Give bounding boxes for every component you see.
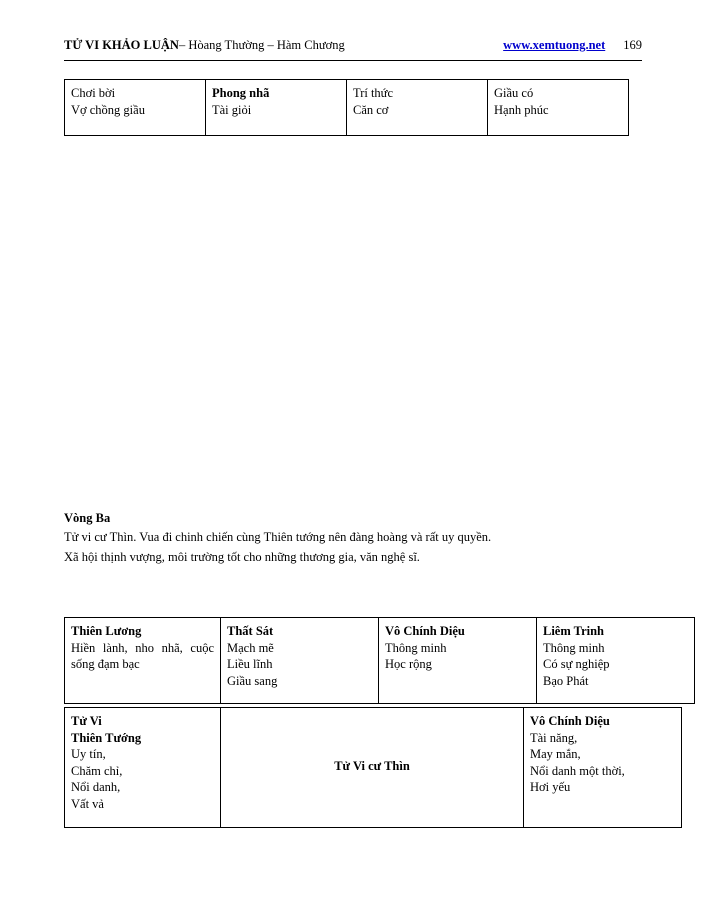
cell-center-label: Tử Vi cư Thìn: [221, 708, 524, 828]
cell-line: Bạo Phát: [543, 673, 589, 688]
table-row: [65, 708, 682, 828]
cell-line: Chơi bời: [71, 86, 116, 100]
cell-title: Liêm Trinh: [543, 624, 605, 638]
table-row: [65, 80, 629, 136]
cell-line: Tài giỏi: [212, 102, 252, 117]
header-subtitle: – Hòang Thường – Hàm Chương: [178, 38, 345, 52]
cell-title: Thất Sát: [227, 624, 274, 638]
cell-vo-chinh-dieu-1: [379, 618, 537, 704]
table-cell-1: [65, 80, 206, 136]
cell-line: Học rộng: [385, 657, 432, 671]
cell-line: Trí thức: [353, 86, 394, 100]
section-paragraph-2: Xã hội thịnh vượng, môi trường tốt cho những thương gia, văn nghệ sĩ.: [64, 549, 420, 564]
cell-liem-trinh: [537, 618, 695, 704]
cell-line: Vất vả: [71, 796, 104, 811]
page-number: 169: [623, 38, 642, 52]
cell-line: Vợ chồng giầu: [71, 102, 145, 117]
page-header: [64, 38, 642, 53]
cell-line: Nổi danh,: [71, 780, 121, 794]
bottom-table-row-2: [64, 707, 682, 828]
cell-line: Hiền lành, nho nhã, cuộc sống đạm bạc: [71, 640, 214, 671]
header-title: TỬ VI KHẢO LUẬN: [64, 38, 179, 52]
cell-line: May mắn,: [530, 747, 581, 761]
cell-title: Vô Chính Diệu: [530, 714, 610, 728]
cell-line: Tài năng,: [530, 730, 578, 745]
cell-line: Thông minh: [543, 640, 605, 655]
table-cell-2: [206, 80, 347, 136]
cell-line: Mạch mẽ: [227, 640, 274, 655]
cell-tu-vi-thien-tuong: [65, 708, 221, 828]
cell-line: Có sự nghiệp: [543, 657, 610, 671]
cell-line: Uy tín,: [71, 747, 106, 761]
bottom-table-row-1: [64, 617, 695, 704]
cell-that-sat: [221, 618, 379, 704]
cell-line: Hơi yếu: [530, 780, 571, 794]
website-link[interactable]: www.xemtuong.net: [503, 38, 606, 52]
cell-line: Liều lĩnh: [227, 657, 273, 671]
cell-title: Tử Vi: [71, 714, 102, 728]
cell-title: Phong nhã: [212, 86, 270, 100]
cell-line: Giầu có: [494, 86, 534, 100]
cell-line: Chăm chỉ,: [71, 763, 123, 778]
cell-line: Căn cơ: [353, 102, 389, 117]
section-paragraph-1: Tử vi cư Thìn. Vua đi chinh chiến cùng Thiên tướng nên đàng hoàng và rất uy quyền.: [64, 530, 492, 545]
cell-vo-chinh-dieu-2: [524, 708, 682, 828]
section-title: Vòng Ba: [64, 511, 111, 525]
table-cell-4: [488, 80, 629, 136]
cell-title: Thiên Lương: [71, 624, 142, 638]
cell-thien-luong: [65, 618, 221, 704]
cell-line: Giầu sang: [227, 673, 278, 688]
cell-line: Nổi danh một thời,: [530, 763, 625, 778]
table-row: [65, 618, 695, 704]
cell-line: Thông minh: [385, 640, 447, 655]
header-divider: [64, 60, 642, 61]
table-cell-3: [347, 80, 488, 136]
cell-line: Hạnh phúc: [494, 102, 549, 117]
top-table: [64, 79, 629, 136]
cell-title: Vô Chính Diệu: [385, 624, 465, 638]
cell-title-2: Thiên Tướng: [71, 730, 142, 745]
section-vong-ba: [64, 509, 642, 567]
